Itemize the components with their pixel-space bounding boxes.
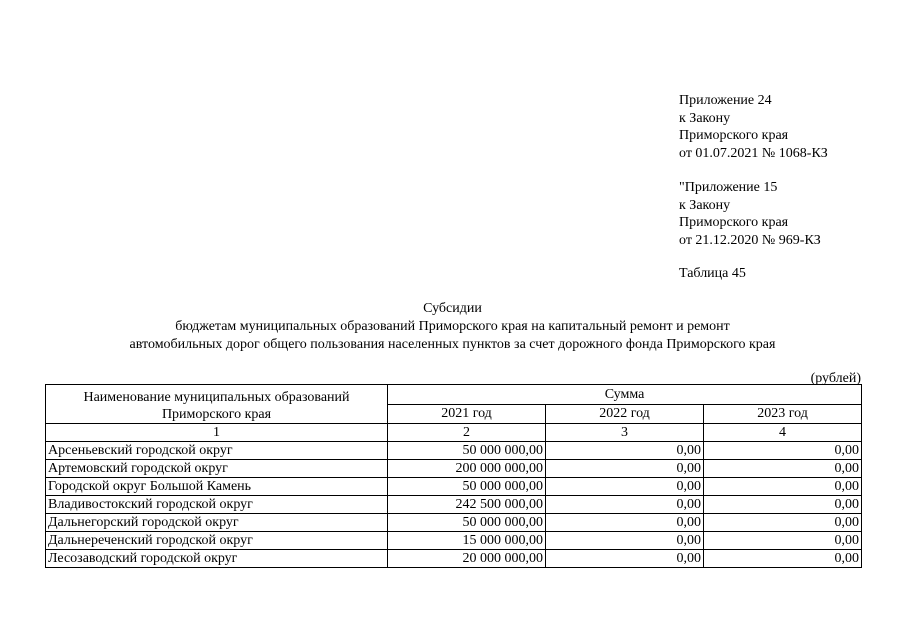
column-number-cell: 3 bbox=[546, 424, 704, 442]
subsidies-table bbox=[45, 384, 862, 568]
appendix-original-block bbox=[679, 179, 821, 249]
amount-cell: 0,00 bbox=[704, 550, 862, 568]
amount-cell: 0,00 bbox=[546, 478, 704, 496]
document-title: Субсидии bbox=[423, 301, 482, 316]
appendix-line: к Закону bbox=[679, 197, 731, 213]
column-number-cell: 1 bbox=[46, 424, 388, 442]
table-row bbox=[46, 442, 862, 460]
table-row bbox=[46, 478, 862, 496]
appendix-line: Приморского края bbox=[679, 215, 789, 230]
amount-cell: 50 000 000,00 bbox=[388, 514, 546, 532]
amount-cell: 0,00 bbox=[546, 514, 704, 532]
municipality-name-cell: Дальнегорский городской округ bbox=[46, 514, 388, 532]
column-number-cell: 2 bbox=[388, 424, 546, 442]
amount-cell: 0,00 bbox=[704, 514, 862, 532]
municipality-name-cell: Дальнереченский городской округ bbox=[46, 532, 388, 550]
appendix-line: к Закону bbox=[679, 110, 731, 126]
appendix-current-block bbox=[679, 92, 828, 162]
amount-cell: 242 500 000,00 bbox=[388, 496, 546, 514]
municipality-name-cell: Владивостокский городской округ bbox=[46, 496, 388, 514]
amount-cell: 15 000 000,00 bbox=[388, 532, 546, 550]
table-number: Таблица 45 bbox=[679, 266, 746, 281]
header-year-cell: 2023 год bbox=[704, 404, 862, 424]
amount-cell: 200 000 000,00 bbox=[388, 460, 546, 478]
document-subtitle-line: автомобильных дорог общего пользования населенных пунктов за счет дорожного фонда Приморского края bbox=[129, 337, 776, 352]
header-year-cell: 2021 год bbox=[388, 404, 546, 424]
municipality-name-cell: Лесозаводский городской округ bbox=[46, 550, 388, 568]
municipality-name-cell: Арсеньевский городской округ bbox=[46, 442, 388, 460]
amount-cell: 0,00 bbox=[704, 460, 862, 478]
amount-cell: 0,00 bbox=[704, 442, 862, 460]
column-number-row bbox=[46, 424, 862, 442]
amount-cell: 0,00 bbox=[704, 532, 862, 550]
amount-cell: 0,00 bbox=[546, 532, 704, 550]
amount-cell: 0,00 bbox=[546, 460, 704, 478]
appendix-line: от 21.12.2020 № 969-КЗ bbox=[679, 232, 821, 248]
amount-cell: 0,00 bbox=[546, 442, 704, 460]
municipality-name-cell: Городской округ Большой Камень bbox=[46, 478, 388, 496]
amount-cell: 0,00 bbox=[704, 478, 862, 496]
header-name-cell: Наименование муниципальных образований Приморского края bbox=[46, 385, 388, 424]
document-subtitle-line: бюджетам муниципальных образований Приморского края на капитальный ремонт и ремонт bbox=[175, 319, 730, 334]
appendix-line: от 01.07.2021 № 1068-КЗ bbox=[679, 145, 828, 161]
table-row bbox=[46, 460, 862, 478]
amount-cell: 0,00 bbox=[546, 496, 704, 514]
table-row bbox=[46, 532, 862, 550]
table-body bbox=[46, 385, 862, 568]
amount-cell: 50 000 000,00 bbox=[388, 478, 546, 496]
appendix-line: "Приложение 15 bbox=[679, 180, 778, 195]
table-row bbox=[46, 550, 862, 568]
table-row bbox=[46, 496, 862, 514]
table-header-row bbox=[46, 385, 862, 405]
amount-cell: 0,00 bbox=[546, 550, 704, 568]
units-label: (рублей) bbox=[810, 371, 861, 386]
header-year-cell: 2022 год bbox=[546, 404, 704, 424]
column-number-cell: 4 bbox=[704, 424, 862, 442]
amount-cell: 0,00 bbox=[704, 496, 862, 514]
municipality-name-cell: Артемовский городской округ bbox=[46, 460, 388, 478]
amount-cell: 20 000 000,00 bbox=[388, 550, 546, 568]
appendix-line: Приморского края bbox=[679, 128, 789, 143]
header-sum-cell: Сумма bbox=[388, 385, 862, 405]
table-row bbox=[46, 514, 862, 532]
amount-cell: 50 000 000,00 bbox=[388, 442, 546, 460]
appendix-line: Приложение 24 bbox=[679, 93, 772, 108]
